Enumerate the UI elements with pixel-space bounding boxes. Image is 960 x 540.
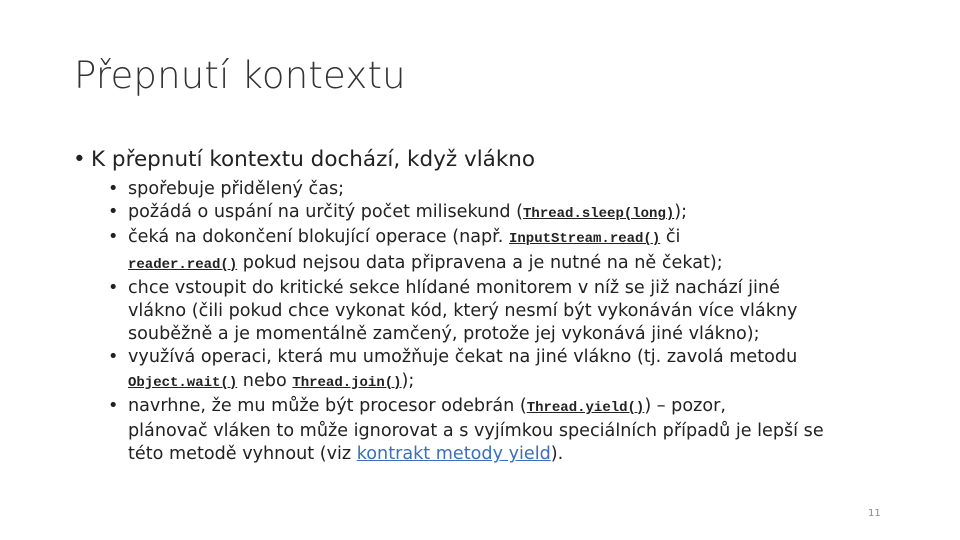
sub-bullet-monitor	[108, 277, 898, 347]
bullet-icon: •	[73, 147, 86, 172]
sub-bullet-text: navrhne, že mu může být procesor odebrán (	[128, 395, 527, 416]
sub-bullet-text: čeká na dokončení blokující operace (např.	[128, 227, 509, 248]
bullet-icon: •	[108, 347, 119, 368]
sub-bullet-text: plánovač vláken to může ignorovat a s vyjímkou speciálních případů je lepší se	[128, 421, 824, 442]
sub-bullet-text: souběžně a je momentálně zamčený, protože jej vykonává jiné vlákno);	[128, 324, 760, 345]
code-thread-yield[interactable]: Thread.yield()	[526, 399, 645, 416]
sub-bullet-text: či	[660, 227, 681, 248]
slide-title: Přepnutí kontextu	[74, 54, 406, 97]
sub-bullet-text: ) – pozor,	[644, 395, 726, 416]
sub-bullet-text: využívá operaci, která mu umožňuje čekat na jiné vlákno (tj. zavolá metodu	[128, 347, 798, 368]
sub-bullet-time-slice	[108, 178, 898, 201]
sub-bullet-text: nebo	[237, 370, 293, 391]
sub-bullet-yield	[108, 395, 898, 467]
sub-bullet-list	[108, 178, 898, 466]
sub-bullet-wait-join	[108, 346, 898, 394]
main-bullet-text: K přepnutí kontextu dochází, když vlákno	[91, 147, 536, 172]
code-reader-read[interactable]: reader.read()	[128, 256, 238, 273]
sub-bullet-text: vlákno (čili pokud chce vykonat kód, který nesmí být vykonáván více vlákny	[128, 301, 798, 322]
code-inputstream-read[interactable]: InputStream.read()	[509, 231, 661, 248]
link-yield-contract[interactable]: kontrakt metody yield	[356, 444, 551, 465]
bullet-icon: •	[108, 395, 119, 416]
bullet-icon: •	[108, 227, 119, 248]
main-bullet	[73, 146, 535, 173]
sub-bullet-text: chce vstoupit do kritické sekce hlídané monitorem v níž se již nachází jiné	[128, 277, 780, 298]
bullet-icon: •	[108, 179, 119, 199]
sub-bullet-text: pokud nejsou data připravena a je nutné na ně čekat);	[237, 252, 723, 273]
code-thread-sleep[interactable]: Thread.sleep(long)	[523, 206, 675, 223]
code-thread-join[interactable]: Thread.join()	[292, 374, 402, 391]
bullet-icon: •	[108, 277, 119, 298]
bullet-icon: •	[108, 202, 119, 223]
sub-bullet-text: této metodě vyhnout (viz	[128, 444, 357, 465]
sub-bullet-text: požádá o uspání na určitý počet milisekund (	[128, 202, 524, 223]
sub-bullet-text: spořebuje přidělený čas;	[128, 179, 345, 199]
page-number: 11	[868, 508, 881, 519]
sub-bullet-text: );	[401, 370, 415, 391]
sub-bullet-text: );	[674, 202, 688, 223]
sub-bullet-text: ).	[550, 444, 564, 465]
sub-bullet-sleep	[108, 201, 898, 226]
code-object-wait[interactable]: Object.wait()	[128, 374, 238, 391]
sub-bullet-blocking-io	[108, 226, 898, 276]
